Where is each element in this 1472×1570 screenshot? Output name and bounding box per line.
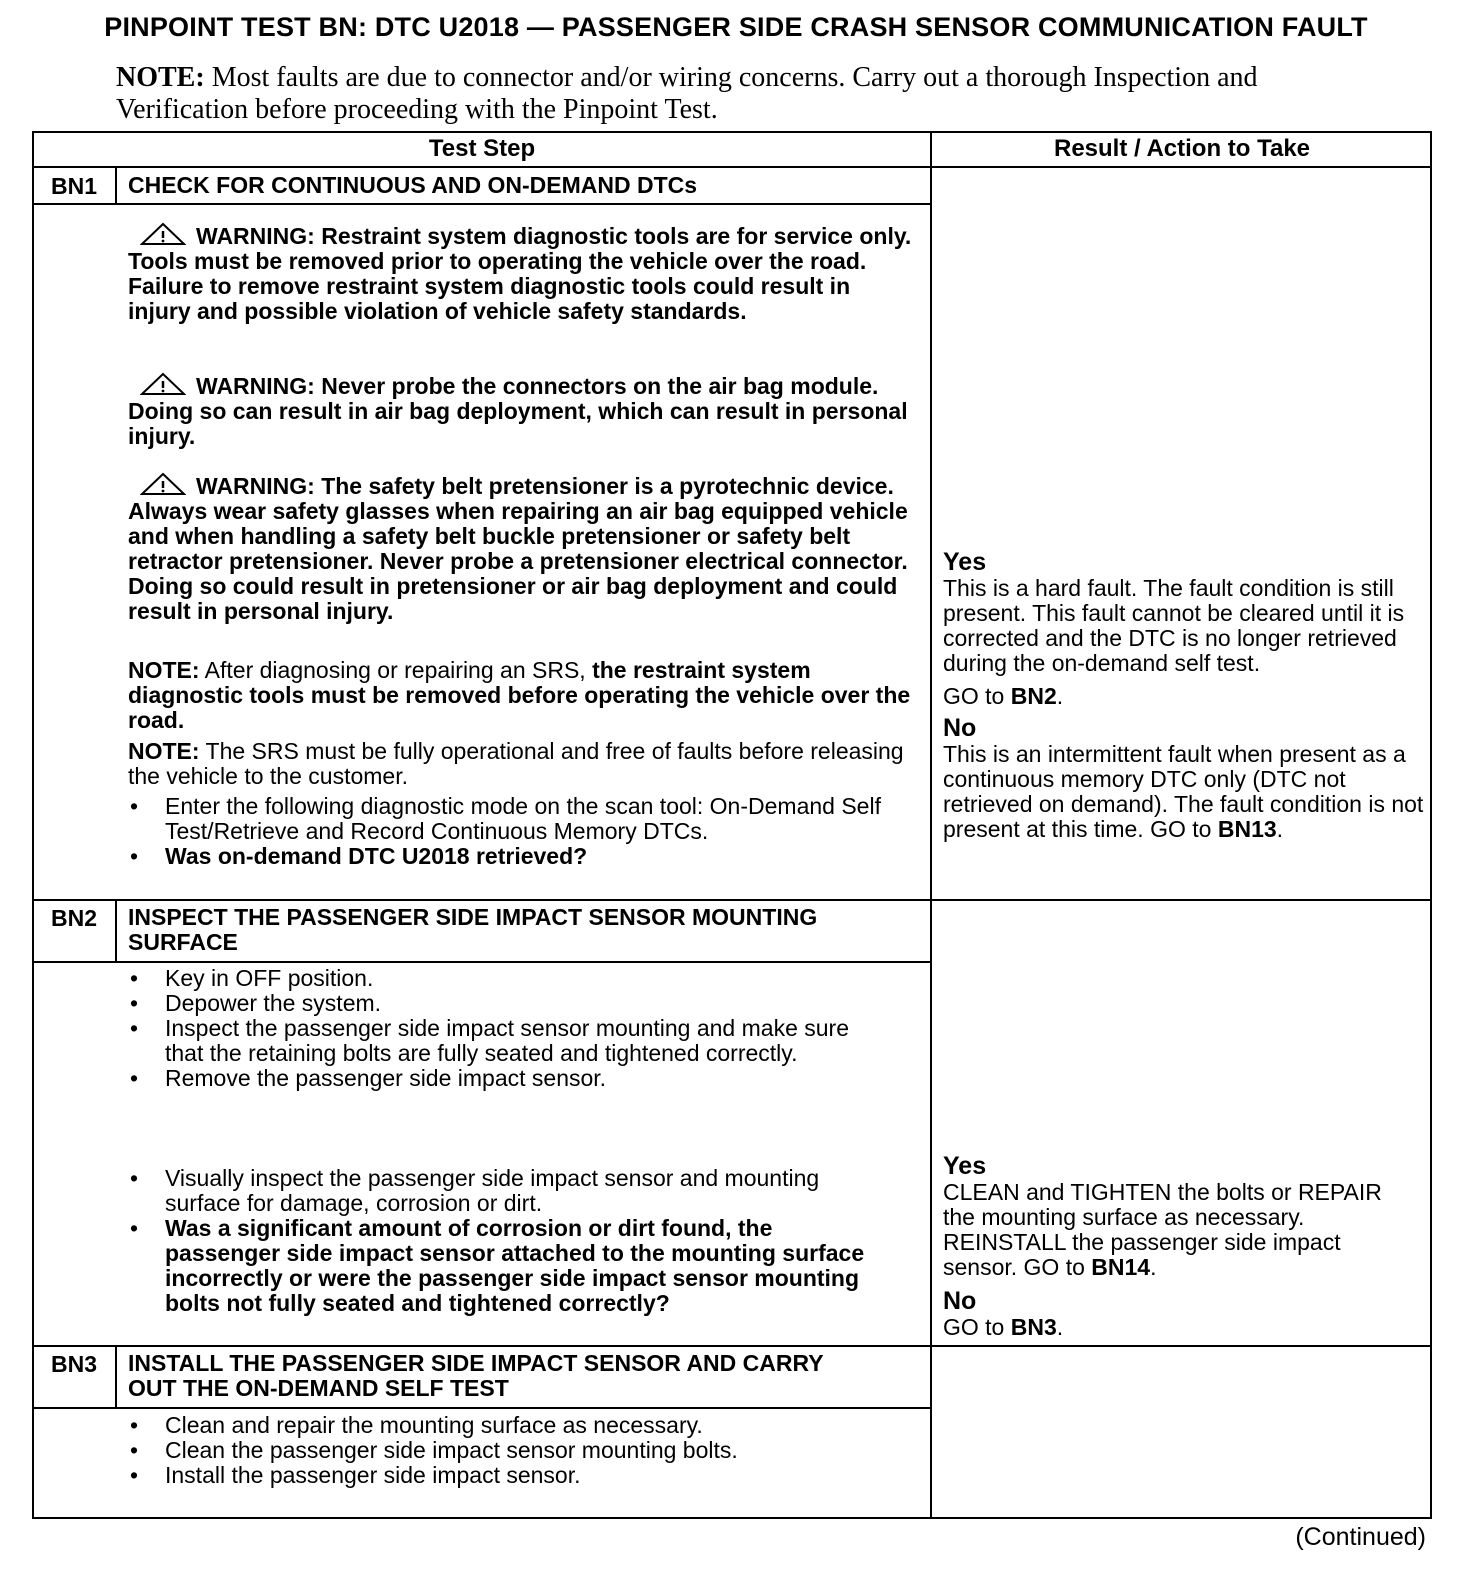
list-item: • Key in OFF position.	[128, 966, 893, 991]
page-title: PINPOINT TEST BN: DTC U2018 — PASSENGER SIDE CRASH SENSOR COMMUNICATION FAULT	[104, 12, 1368, 42]
list-item: • Remove the passenger side impact sensor.	[128, 1066, 893, 1091]
step-id-divider	[115, 168, 117, 204]
warning-3-text: WARNING: The safety belt pretensioner is a pyrotechnic device. Always wear safety glasses when repairing an air bag equipped vehicle and when handling a safety belt buckle pretensioner or safety belt retractor pretensioner. Never probe a pretensioner electrical connector. Doing so could result in pretensioner or air bag deployment and could result in personal injury.	[128, 473, 908, 624]
step-title-bn2: INSPECT THE PASSENGER SIDE IMPACT SENSOR MOUNTING SURFACE	[128, 904, 818, 955]
step-id-divider	[115, 900, 117, 962]
continued-label: (Continued)	[1295, 1523, 1426, 1551]
bn1-note-1-bold: the restraint system diagnostic tools must be removed before operating the vehicle over the road.	[128, 657, 911, 733]
bn1-no-label: No	[943, 714, 977, 742]
list-item: • Visually inspect the passenger side impact sensor and mounting surface for damage, corrosion or dirt.	[128, 1166, 893, 1216]
warning-triangle-icon	[140, 472, 186, 496]
bn1-yes-label: Yes	[943, 548, 987, 576]
bn2-bullets-a	[128, 966, 893, 1091]
bn2-no-goto	[943, 1315, 1383, 1340]
step-title-bn1: CHECK FOR CONTINUOUS AND ON-DEMAND DTCs	[128, 172, 698, 198]
warning-triangle-icon	[140, 372, 186, 396]
header-rule	[32, 166, 1432, 168]
bn2-yes-goto-target: BN14	[1091, 1254, 1151, 1280]
bn2-question: • Was a significant amount of corrosion or dirt found, the passenger side impact sensor attached to the mounting surface incorrectly or were the passenger side impact sensor mounting bolts not fully seated and tightened correctly?	[128, 1216, 893, 1316]
row-rule-bn2	[32, 899, 1432, 901]
list-item: • Clean and repair the mounting surface as necessary.	[128, 1413, 893, 1438]
bn1-note-1	[128, 658, 918, 733]
list-item: • Clean the passenger side impact sensor mounting bolts.	[128, 1438, 893, 1463]
bn1-no-goto-target: BN13	[1217, 816, 1277, 842]
step-id-bn2: BN2	[50, 905, 97, 931]
bn1-yes-text: This is a hard fault. The fault condition is still present. This fault cannot be cleared until it is corrected and the DTC is no longer retrieved during the on-demand self test.	[943, 575, 1405, 676]
warning-2	[128, 372, 918, 449]
bn1-no-text-block	[943, 742, 1428, 842]
bn2-no-goto-target: BN3	[1010, 1314, 1057, 1340]
intro-note-label: NOTE:	[116, 62, 205, 93]
step-title-bn3: INSTALL THE PASSENGER SIDE IMPACT SENSOR AND CARRY OUT THE ON-DEMAND SELF TEST	[128, 1350, 824, 1401]
bn3-title-rule	[32, 1407, 932, 1409]
bn2-no-label: No	[943, 1287, 977, 1315]
bn1-question: • Was on-demand DTC U2018 retrieved?	[128, 844, 893, 869]
intro-note-text: Most faults are due to connector and/or wiring concerns. Carry out a thorough Inspection and Verification before proceeding with the Pinpoint Test.	[116, 62, 1258, 125]
bn1-yes-goto-suffix: .	[1056, 683, 1064, 709]
row-rule-bn3	[32, 1345, 1432, 1347]
bn1-note-2	[128, 739, 918, 789]
bn2-bullets-b	[128, 1166, 893, 1316]
bn1-yes-goto-target: BN2	[1010, 683, 1057, 709]
bn1-yes-goto-prefix: GO to	[943, 683, 1011, 709]
column-divider	[930, 131, 932, 1519]
step-id-bn3: BN3	[50, 1351, 97, 1377]
warning-3	[128, 472, 918, 624]
bn2-yes-text-block	[943, 1180, 1383, 1280]
bn2-title-rule	[32, 961, 932, 963]
header-test-step: Test Step	[428, 135, 536, 162]
step-id-bn1: BN1	[50, 173, 97, 199]
bn1-note-2-label: NOTE:	[128, 738, 200, 764]
list-item: • Enter the following diagnostic mode on the scan tool: On-Demand Self Test/Retrieve and Record Continuous Memory DTCs.	[128, 794, 893, 844]
bn1-yes-goto	[943, 684, 1428, 709]
bn1-note-1-text: After diagnosing or repairing an SRS,	[199, 657, 593, 683]
list-item: • Inspect the passenger side impact sensor mounting and make sure that the retaining bolts are fully seated and tightened correctly.	[128, 1016, 893, 1066]
bn1-bullets	[128, 794, 893, 869]
bn2-no-goto-prefix: GO to	[943, 1314, 1011, 1340]
warning-triangle-icon	[140, 222, 186, 246]
warning-2-text: WARNING: Never probe the connectors on the air bag module. Doing so can result in air bag deployment, which can result in personal injury.	[128, 373, 908, 449]
warning-1	[128, 222, 918, 324]
list-item: • Depower the system.	[128, 991, 893, 1016]
bn1-result	[943, 549, 1428, 842]
bn1-note-2-text: The SRS must be fully operational and free of faults before releasing the vehicle to the customer.	[128, 738, 904, 789]
bn2-yes-text: CLEAN and TIGHTEN the bolts or REPAIR the mounting surface as necessary. REINSTALL the passenger side impact sensor. GO to	[943, 1179, 1382, 1280]
header-result: Result / Action to Take	[1053, 135, 1311, 162]
bn2-yes-label: Yes	[943, 1152, 987, 1180]
bn1-title-rule	[32, 203, 932, 205]
intro-note	[116, 62, 1316, 126]
warning-1-text: WARNING: Restraint system diagnostic tools are for service only. Tools must be removed prior to operating the vehicle over the road. Failure to remove restraint system diagnostic tools could result in injury and possible violation of vehicle safety standards.	[128, 223, 912, 324]
bn1-no-goto-suffix: .	[1276, 816, 1284, 842]
bn2-yes-goto-suffix: .	[1150, 1254, 1157, 1280]
bn1-no-text: This is an intermittent fault when present as a continuous memory DTC only (DTC not retrieved on demand). The fault condition is not present at this time. GO to	[943, 741, 1424, 842]
bn1-note-1-label: NOTE:	[128, 657, 200, 683]
list-item: • Install the passenger side impact sensor.	[128, 1463, 893, 1488]
bn2-result	[943, 1153, 1383, 1340]
bn3-bullets	[128, 1413, 893, 1488]
bn2-no-goto-suffix: .	[1056, 1314, 1064, 1340]
step-id-divider	[115, 1346, 117, 1408]
